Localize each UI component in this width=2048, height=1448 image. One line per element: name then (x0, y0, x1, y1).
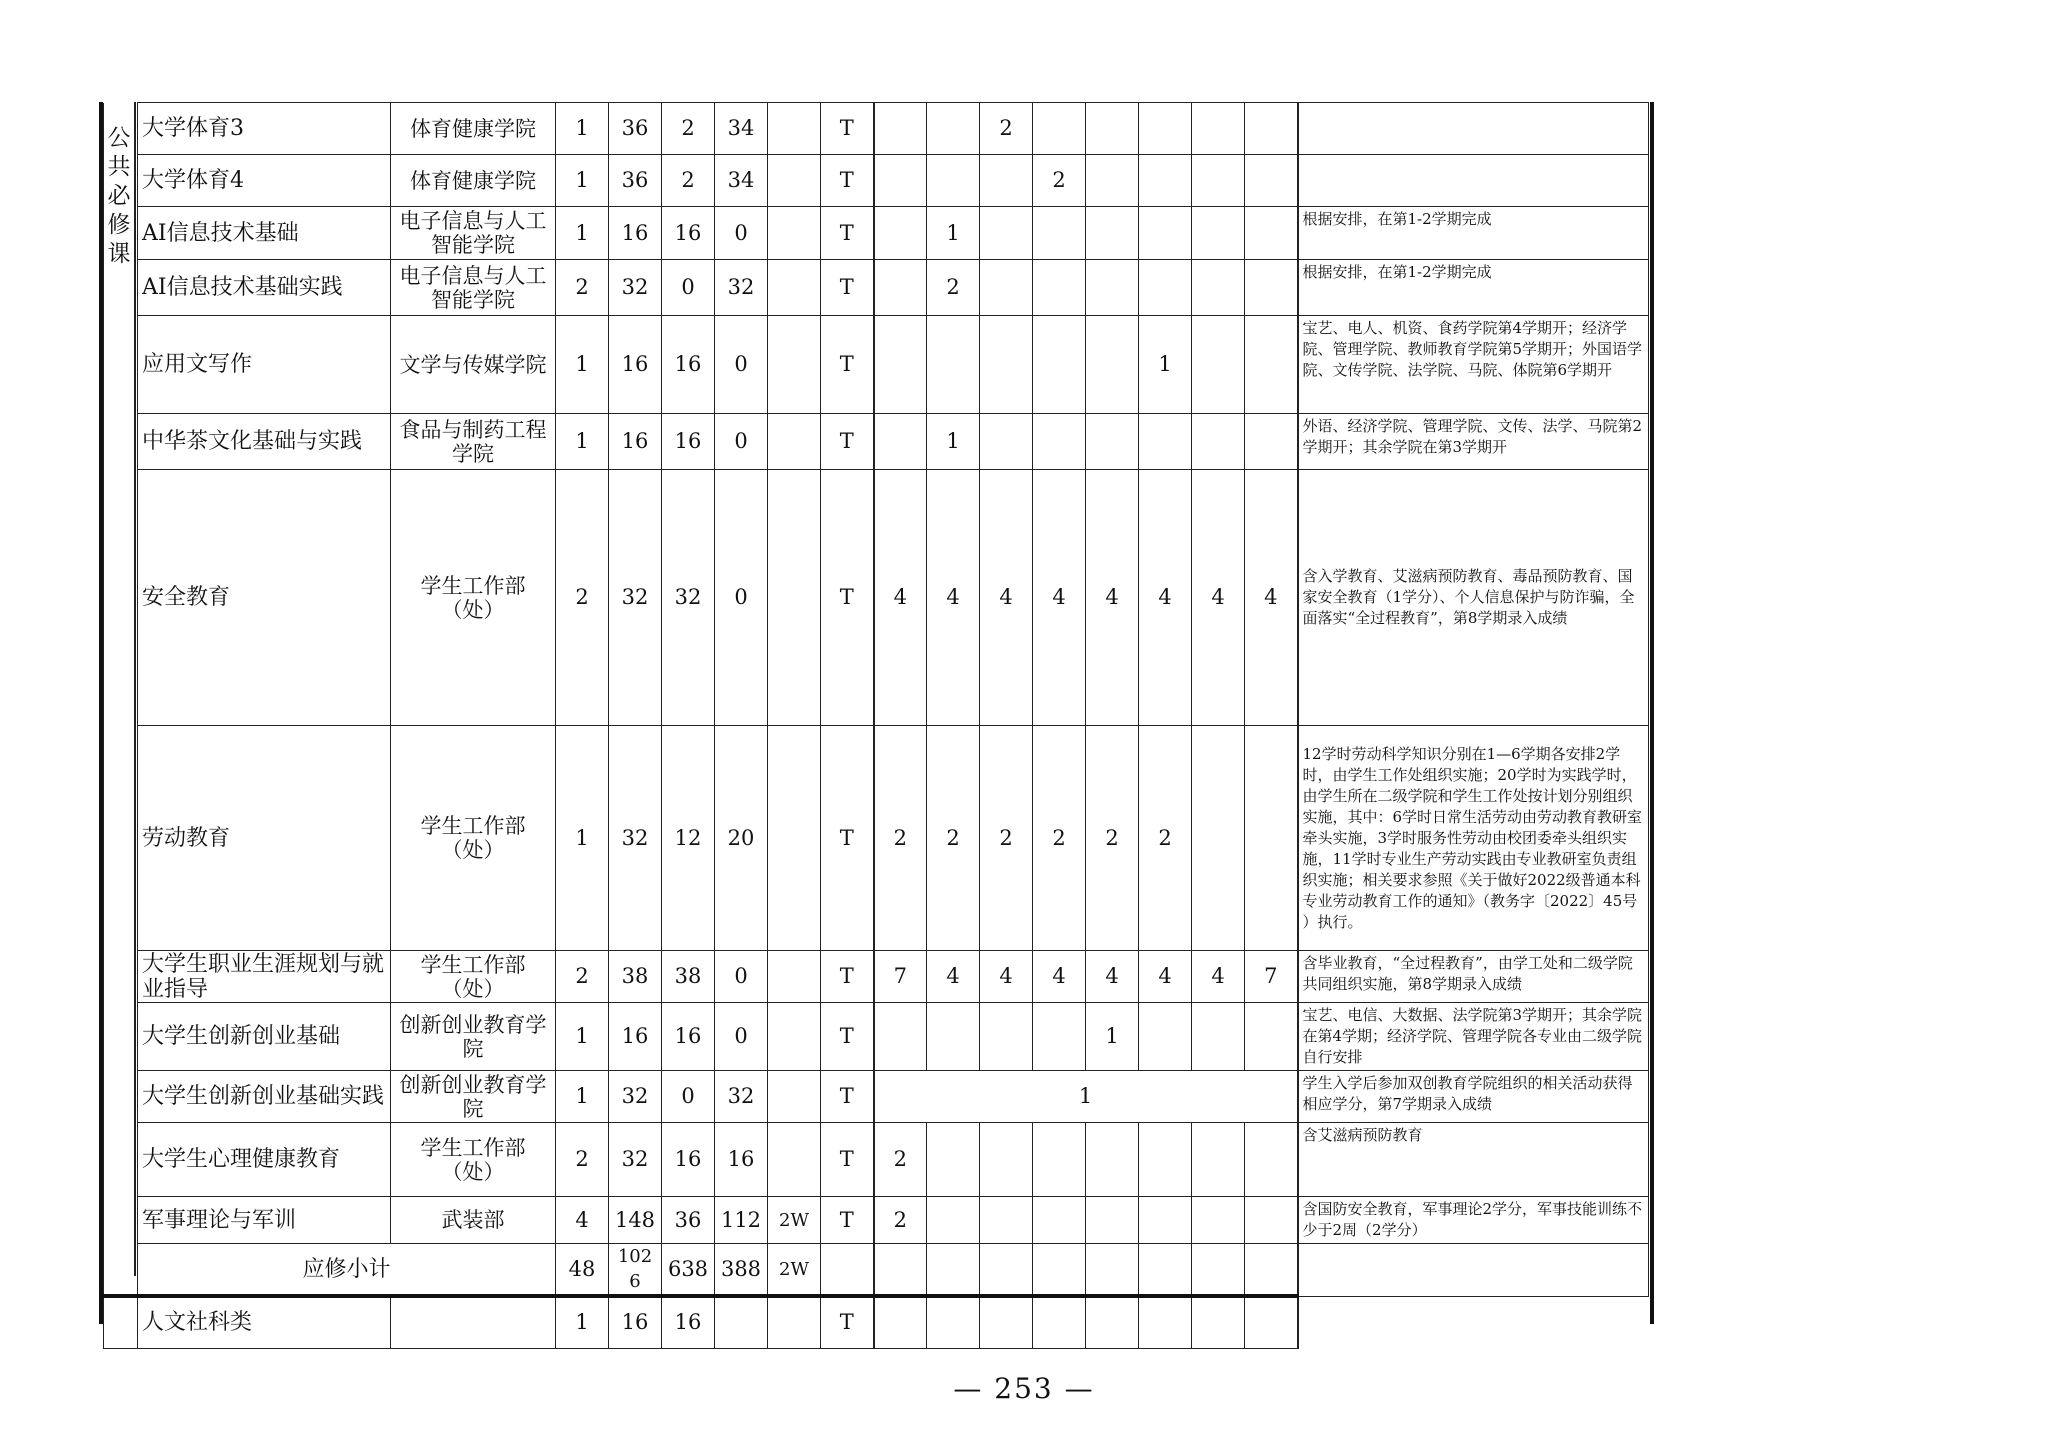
table-row (104, 155, 1649, 207)
credit-cell: 2 (556, 470, 609, 726)
semester-5-cell: 1 (1086, 1003, 1139, 1071)
credit-cell: 4 (556, 1197, 609, 1244)
semester-7-cell (1192, 1003, 1245, 1071)
semester-4-cell: 4 (1033, 951, 1086, 1003)
semester-3-cell (980, 155, 1033, 207)
total-hours-cell: 32 (609, 260, 662, 316)
total-hours-cell: 16 (609, 1003, 662, 1071)
practice-hours-cell: 0 (715, 414, 768, 470)
semester-2-cell (927, 1003, 980, 1071)
note-cell: 外语、经济学院、管理学院、文传、法学、马院第2学期开；其余学院在第3学期开 (1298, 414, 1649, 470)
note-cell (1298, 155, 1649, 207)
semester-8-cell (1245, 316, 1298, 414)
table-row (104, 1197, 1649, 1244)
total-hours-cell: 36 (609, 103, 662, 155)
category-label: 公共必修课 (107, 125, 131, 267)
table-row (104, 207, 1649, 260)
total-hours-cell: 36 (609, 155, 662, 207)
theory-hours-cell: 16 (662, 1296, 715, 1348)
course-name-cell: 军事理论与军训 (138, 1197, 391, 1244)
theory-hours-cell: 0 (662, 1071, 715, 1123)
department-cell: 文学与传媒学院 (391, 316, 556, 414)
semester-merged-cell: 1 (874, 1071, 1298, 1123)
semester-7-cell (1192, 414, 1245, 470)
semester-2-cell: 2 (927, 726, 980, 951)
subtotal-semester-2 (927, 1244, 980, 1297)
category-cell (104, 1197, 138, 1244)
note-cell: 学生入学后参加双创教育学院组织的相关活动获得相应学分，第7学期录入成绩 (1298, 1071, 1649, 1123)
semester-6-cell (1139, 1123, 1192, 1197)
subtotal-practice: 388 (715, 1244, 768, 1297)
semester-5-cell (1086, 1296, 1139, 1348)
semester-1-cell (874, 260, 927, 316)
credit-cell: 1 (556, 1003, 609, 1071)
weeks-cell (768, 316, 821, 414)
practice-hours-cell: 112 (715, 1197, 768, 1244)
subtotal-semester-7 (1192, 1244, 1245, 1297)
subtotal-credit: 48 (556, 1244, 609, 1297)
semester-8-cell (1245, 1296, 1298, 1348)
credit-cell: 1 (556, 316, 609, 414)
semester-4-cell: 2 (1033, 155, 1086, 207)
weeks-cell (768, 1003, 821, 1071)
weeks-cell (768, 1123, 821, 1197)
weeks-cell (768, 155, 821, 207)
semester-4-cell (1033, 207, 1086, 260)
semester-7-cell (1192, 1123, 1245, 1197)
semester-3-cell (980, 1123, 1033, 1197)
note-cell (1298, 1296, 1649, 1348)
practice-hours-cell (715, 1296, 768, 1348)
practice-hours-cell: 0 (715, 1003, 768, 1071)
category-cell (104, 414, 138, 470)
note-cell: 根据安排，在第1-2学期完成 (1298, 207, 1649, 260)
semester-8-cell (1245, 155, 1298, 207)
semester-3-cell: 4 (980, 951, 1033, 1003)
semester-5-cell: 2 (1086, 726, 1139, 951)
semester-2-cell (927, 1123, 980, 1197)
semester-7-cell: 4 (1192, 951, 1245, 1003)
semester-2-cell (927, 103, 980, 155)
semester-8-cell (1245, 1197, 1298, 1244)
exam-type-cell: T (821, 155, 874, 207)
credit-cell: 1 (556, 103, 609, 155)
department-cell: 食品与制药工程学院 (391, 414, 556, 470)
semester-2-cell: 2 (927, 260, 980, 316)
semester-1-cell (874, 414, 927, 470)
total-hours-cell: 16 (609, 207, 662, 260)
semester-8-cell (1245, 207, 1298, 260)
semester-3-cell: 4 (980, 470, 1033, 726)
weeks-cell (768, 103, 821, 155)
department-cell: 学生工作部（处） (391, 951, 556, 1003)
semester-7-cell (1192, 1197, 1245, 1244)
course-name-cell: 应用文写作 (138, 316, 391, 414)
table-row (104, 1071, 1649, 1123)
category-cell (104, 726, 138, 951)
department-cell: 创新创业教育学院 (391, 1071, 556, 1123)
category-cell (104, 1296, 138, 1348)
course-name-cell: 大学生职业生涯规划与就业指导 (138, 951, 391, 1003)
practice-hours-cell: 34 (715, 103, 768, 155)
theory-hours-cell: 38 (662, 951, 715, 1003)
total-hours-cell: 16 (609, 1296, 662, 1348)
semester-8-cell: 4 (1245, 470, 1298, 726)
semester-7-cell (1192, 207, 1245, 260)
weeks-cell (768, 207, 821, 260)
practice-hours-cell: 16 (715, 1123, 768, 1197)
credit-cell: 1 (556, 1071, 609, 1123)
exam-type-cell: T (821, 1296, 874, 1348)
note-cell: 12学时劳动科学知识分别在1—6学期各安排2学时，由学生工作处组织实施；20学时为实践学时，由学生所在二级学院和学生工作处按计划分别组织实施，其中：6学时日常生活劳动由劳动教育教研室牵头实施，3学时服务性劳动由校团委牵头组织实施，11学时专业生产劳动实践由专业教研室负责组织实施；相关要求参照《关于做好2022级普通本科专业劳动教育工作的通知》（教务字〔2022〕45号 ）执行。 (1298, 726, 1649, 951)
semester-3-cell (980, 1197, 1033, 1244)
semester-6-cell (1139, 1296, 1192, 1348)
theory-hours-cell: 16 (662, 316, 715, 414)
department-cell (391, 1296, 556, 1348)
exam-type-cell: T (821, 951, 874, 1003)
theory-hours-cell: 2 (662, 103, 715, 155)
course-name-cell: AI信息技术基础 (138, 207, 391, 260)
theory-hours-cell: 16 (662, 207, 715, 260)
department-cell: 武装部 (391, 1197, 556, 1244)
total-hours-cell: 32 (609, 726, 662, 951)
semester-1-cell (874, 207, 927, 260)
note-cell: 宝艺、电信、大数据、法学院第3学期开；其余学院在第4学期；经济学院、管理学院各专业由二级学院自行安排 (1298, 1003, 1649, 1071)
semester-1-cell: 7 (874, 951, 927, 1003)
semester-5-cell (1086, 1197, 1139, 1244)
note-cell: 含艾滋病预防教育 (1298, 1123, 1649, 1197)
category-cell (104, 260, 138, 316)
semester-3-cell: 2 (980, 726, 1033, 951)
subtotal-row (104, 1244, 1649, 1297)
total-hours-cell: 32 (609, 1071, 662, 1123)
semester-6-cell: 4 (1139, 951, 1192, 1003)
credit-cell: 2 (556, 1123, 609, 1197)
semester-4-cell (1033, 103, 1086, 155)
subtotal-theory: 638 (662, 1244, 715, 1297)
category-cell (104, 951, 138, 1003)
total-hours-cell: 32 (609, 1123, 662, 1197)
semester-3-cell (980, 1296, 1033, 1348)
exam-type-cell: T (821, 316, 874, 414)
exam-type-cell: T (821, 207, 874, 260)
total-hours-cell: 16 (609, 316, 662, 414)
credit-cell: 2 (556, 260, 609, 316)
semester-4-cell (1033, 414, 1086, 470)
practice-hours-cell: 34 (715, 155, 768, 207)
weeks-cell (768, 726, 821, 951)
curriculum-table (103, 102, 1649, 1349)
weeks-cell (768, 1296, 821, 1348)
course-name-cell: 大学生创新创业基础实践 (138, 1071, 391, 1123)
semester-3-cell (980, 414, 1033, 470)
subtotal-exam (821, 1244, 874, 1297)
course-name-cell: AI信息技术基础实践 (138, 260, 391, 316)
theory-hours-cell: 16 (662, 1003, 715, 1071)
category-cell (104, 1244, 138, 1297)
semester-1-cell (874, 1296, 927, 1348)
note-cell: 根据安排，在第1-2学期完成 (1298, 260, 1649, 316)
exam-type-cell: T (821, 1197, 874, 1244)
page-number: — 253 — (953, 1372, 1095, 1405)
semester-6-cell: 1 (1139, 316, 1192, 414)
semester-5-cell (1086, 316, 1139, 414)
department-cell: 电子信息与人工智能学院 (391, 260, 556, 316)
semester-4-cell (1033, 316, 1086, 414)
semester-5-cell (1086, 103, 1139, 155)
semester-1-cell (874, 316, 927, 414)
subtotal-total: 1026 (609, 1244, 662, 1297)
table-row (104, 470, 1649, 726)
department-cell: 学生工作部（处） (391, 470, 556, 726)
subtotal-semester-5 (1086, 1244, 1139, 1297)
category-cell (104, 470, 138, 726)
department-cell: 体育健康学院 (391, 155, 556, 207)
semester-8-cell (1245, 726, 1298, 951)
category-cell (104, 316, 138, 414)
department-cell: 创新创业教育学院 (391, 1003, 556, 1071)
course-name-cell: 安全教育 (138, 470, 391, 726)
exam-type-cell: T (821, 470, 874, 726)
semester-8-cell (1245, 1123, 1298, 1197)
course-name-cell: 大学体育3 (138, 103, 391, 155)
credit-cell: 1 (556, 414, 609, 470)
course-name-cell: 大学体育4 (138, 155, 391, 207)
theory-hours-cell: 16 (662, 414, 715, 470)
course-name-cell: 大学生创新创业基础 (138, 1003, 391, 1071)
semester-6-cell (1139, 155, 1192, 207)
subtotal-note (1298, 1244, 1649, 1297)
semester-5-cell (1086, 207, 1139, 260)
total-hours-cell: 38 (609, 951, 662, 1003)
credit-cell: 2 (556, 951, 609, 1003)
note-cell: 含毕业教育，“全过程教育”，由学工处和二级学院共同组织实施，第8学期录入成绩 (1298, 951, 1649, 1003)
semester-2-cell: 1 (927, 414, 980, 470)
weeks-cell (768, 1071, 821, 1123)
semester-1-cell (874, 103, 927, 155)
department-cell: 体育健康学院 (391, 103, 556, 155)
semester-3-cell (980, 1003, 1033, 1071)
practice-hours-cell: 0 (715, 316, 768, 414)
weeks-cell (768, 470, 821, 726)
semester-7-cell (1192, 316, 1245, 414)
semester-8-cell: 7 (1245, 951, 1298, 1003)
semester-6-cell (1139, 103, 1192, 155)
semester-4-cell: 4 (1033, 470, 1086, 726)
semester-2-cell (927, 1197, 980, 1244)
semester-7-cell: 4 (1192, 470, 1245, 726)
credit-cell: 1 (556, 1296, 609, 1348)
practice-hours-cell: 0 (715, 951, 768, 1003)
semester-7-cell (1192, 155, 1245, 207)
semester-7-cell (1192, 1296, 1245, 1348)
theory-hours-cell: 16 (662, 1123, 715, 1197)
subtotal-label: 应修小计 (138, 1244, 556, 1297)
semester-4-cell (1033, 1197, 1086, 1244)
category-cell (104, 155, 138, 207)
table-row (104, 1003, 1649, 1071)
exam-type-cell: T (821, 1123, 874, 1197)
note-cell (1298, 103, 1649, 155)
subtotal-weeks: 2W (768, 1244, 821, 1297)
semester-5-cell (1086, 1123, 1139, 1197)
semester-4-cell (1033, 1123, 1086, 1197)
exam-type-cell: T (821, 726, 874, 951)
semester-3-cell (980, 260, 1033, 316)
credit-cell: 1 (556, 726, 609, 951)
semester-1-cell: 2 (874, 1123, 927, 1197)
semester-2-cell: 1 (927, 207, 980, 260)
course-name-cell: 大学生心理健康教育 (138, 1123, 391, 1197)
semester-5-cell (1086, 414, 1139, 470)
weeks-cell (768, 414, 821, 470)
semester-3-cell (980, 316, 1033, 414)
note-cell: 含国防安全教育，军事理论2学分，军事技能训练不少于2周（2学分） (1298, 1197, 1649, 1244)
table-row (104, 103, 1649, 155)
table-row (104, 726, 1649, 951)
theory-hours-cell: 36 (662, 1197, 715, 1244)
course-name-cell: 中华茶文化基础与实践 (138, 414, 391, 470)
semester-6-cell (1139, 207, 1192, 260)
note-cell: 含入学教育、艾滋病预防教育、毒品预防教育、国家安全教育（1学分）、个人信息保护与防诈骗，全面落实“全过程教育”，第8学期录入成绩 (1298, 470, 1649, 726)
exam-type-cell: T (821, 103, 874, 155)
semester-2-cell (927, 1296, 980, 1348)
exam-type-cell: T (821, 1003, 874, 1071)
subtotal-semester-3 (980, 1244, 1033, 1297)
semester-8-cell (1245, 414, 1298, 470)
semester-2-cell (927, 155, 980, 207)
semester-6-cell (1139, 260, 1192, 316)
subtotal-semester-1 (874, 1244, 927, 1297)
exam-type-cell: T (821, 414, 874, 470)
category-cell (104, 103, 138, 155)
semester-5-cell: 4 (1086, 951, 1139, 1003)
semester-6-cell (1139, 1197, 1192, 1244)
table-row (104, 316, 1649, 414)
credit-cell: 1 (556, 155, 609, 207)
theory-hours-cell: 32 (662, 470, 715, 726)
table-row (104, 260, 1649, 316)
semester-5-cell: 4 (1086, 470, 1139, 726)
semester-7-cell (1192, 103, 1245, 155)
note-cell: 宝艺、电人、机资、食药学院第4学期开；经济学院、管理学院、教师教育学院第5学期开；外国语学院、文传学院、法学院、马院、体院第6学期开 (1298, 316, 1649, 414)
semester-6-cell: 2 (1139, 726, 1192, 951)
semester-1-cell (874, 155, 927, 207)
course-name-cell: 劳动教育 (138, 726, 391, 951)
weeks-cell (768, 260, 821, 316)
semester-6-cell: 4 (1139, 470, 1192, 726)
semester-4-cell (1033, 1296, 1086, 1348)
table-body (104, 103, 1649, 1349)
semester-8-cell (1245, 260, 1298, 316)
weeks-cell (768, 951, 821, 1003)
practice-hours-cell: 32 (715, 1071, 768, 1123)
semester-6-cell (1139, 1003, 1192, 1071)
course-name-cell: 人文社科类 (138, 1296, 391, 1348)
semester-4-cell (1033, 260, 1086, 316)
total-hours-cell: 148 (609, 1197, 662, 1244)
semester-7-cell (1192, 260, 1245, 316)
exam-type-cell: T (821, 1071, 874, 1123)
semester-4-cell (1033, 1003, 1086, 1071)
table-row (104, 1296, 1649, 1348)
theory-hours-cell: 0 (662, 260, 715, 316)
practice-hours-cell: 20 (715, 726, 768, 951)
practice-hours-cell: 0 (715, 470, 768, 726)
semester-2-cell (927, 316, 980, 414)
subtotal-semester-4 (1033, 1244, 1086, 1297)
department-cell: 学生工作部（处） (391, 726, 556, 951)
semester-5-cell (1086, 260, 1139, 316)
category-cell (104, 1123, 138, 1197)
subtotal-semester-6 (1139, 1244, 1192, 1297)
category-cell (104, 1003, 138, 1071)
semester-2-cell: 4 (927, 951, 980, 1003)
department-cell: 电子信息与人工智能学院 (391, 207, 556, 260)
semester-1-cell: 4 (874, 470, 927, 726)
category-cell (104, 207, 138, 260)
theory-hours-cell: 12 (662, 726, 715, 951)
total-hours-cell: 32 (609, 470, 662, 726)
semester-6-cell (1139, 414, 1192, 470)
theory-hours-cell: 2 (662, 155, 715, 207)
semester-8-cell (1245, 1003, 1298, 1071)
credit-cell: 1 (556, 207, 609, 260)
total-hours-cell: 16 (609, 414, 662, 470)
semester-4-cell: 2 (1033, 726, 1086, 951)
practice-hours-cell: 32 (715, 260, 768, 316)
semester-2-cell: 4 (927, 470, 980, 726)
category-cell (104, 1071, 138, 1123)
table-row (104, 414, 1649, 470)
semester-3-cell: 2 (980, 103, 1033, 155)
weeks-cell: 2W (768, 1197, 821, 1244)
practice-hours-cell: 0 (715, 207, 768, 260)
semester-7-cell (1192, 726, 1245, 951)
table-right-border (1650, 102, 1654, 1324)
table-row (104, 951, 1649, 1003)
exam-type-cell: T (821, 260, 874, 316)
semester-1-cell: 2 (874, 1197, 927, 1244)
table-row (104, 1123, 1649, 1197)
subtotal-semester-8 (1245, 1244, 1298, 1297)
semester-8-cell (1245, 103, 1298, 155)
semester-3-cell (980, 207, 1033, 260)
department-cell: 学生工作部（处） (391, 1123, 556, 1197)
semester-5-cell (1086, 155, 1139, 207)
semester-1-cell: 2 (874, 726, 927, 951)
semester-1-cell (874, 1003, 927, 1071)
